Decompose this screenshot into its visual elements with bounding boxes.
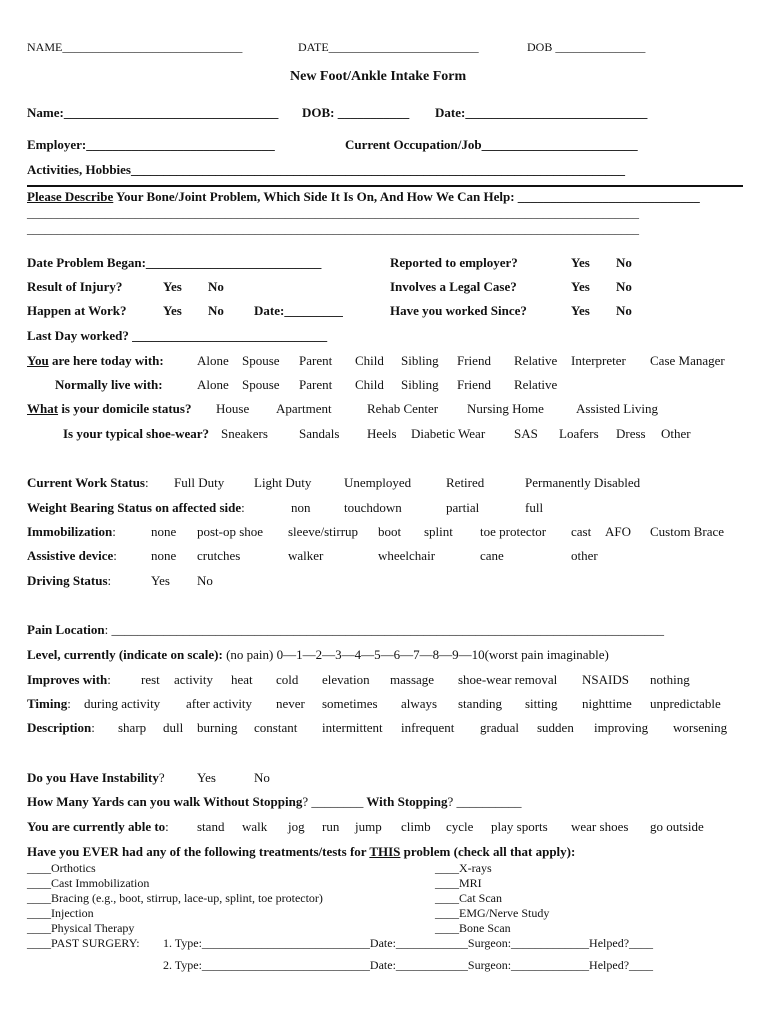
weight-bearing-label: Weight Bearing Status on affected side — [27, 500, 242, 515]
treatments-heading — [27, 844, 575, 859]
timing-option-during-activity[interactable]: during activity — [84, 696, 161, 711]
timing-option-always[interactable]: always — [401, 696, 438, 711]
reported-yes-option[interactable]: Yes — [571, 255, 590, 270]
describe-line-3[interactable]: ______________________________________________________________________________________________________ — [27, 222, 639, 236]
description-option-intermittent[interactable]: intermittent — [322, 720, 383, 735]
describe-problem-prompt[interactable] — [27, 189, 700, 204]
able-option-go-outside[interactable]: go outside — [650, 819, 704, 834]
here-option-parent[interactable]: Parent — [299, 353, 333, 368]
timing-option-after-activity[interactable]: after activity — [186, 696, 253, 711]
section-divider — [27, 185, 743, 187]
walking-with-stopping-label: With Stopping — [363, 794, 448, 809]
domicile-option-rehab-center[interactable]: Rehab Center — [367, 401, 439, 416]
assistive-option-crutches[interactable]: crutches — [197, 548, 241, 563]
weight-option-touchdown[interactable]: touchdown — [344, 500, 402, 515]
shoe-option-sandals[interactable]: Sandals — [299, 426, 340, 441]
assistive-option-cane[interactable]: cane — [480, 548, 504, 563]
legal-yes-option[interactable]: Yes — [571, 279, 590, 294]
live-option-alone[interactable]: Alone — [197, 377, 229, 392]
shoe-option-diabetic-wear[interactable]: Diabetic Wear — [411, 426, 486, 441]
instability-label: Do you Have Instability — [27, 770, 159, 785]
shoe-option-sneakers[interactable]: Sneakers — [221, 426, 268, 441]
domicile-option-house[interactable]: House — [216, 401, 250, 416]
driving-option-yes[interactable]: Yes — [151, 573, 170, 588]
able-option-walk[interactable]: walk — [242, 819, 268, 834]
walking-label: How Many Yards can you walk Without Stopping — [27, 794, 303, 809]
live-option-friend[interactable]: Friend — [457, 377, 491, 392]
driving-row: Driving Status: — [27, 573, 112, 588]
test-bone-scan[interactable]: ____Bone Scan — [435, 921, 511, 935]
weight-option-partial[interactable]: partial — [446, 500, 480, 515]
domicile-label — [27, 401, 191, 416]
description-option-improving[interactable]: improving — [594, 720, 649, 735]
work-status-option-full-duty[interactable]: Full Duty — [174, 475, 225, 490]
immob-option-toe-protector[interactable]: toe protector — [480, 524, 547, 539]
driving-label: Driving Status — [27, 573, 108, 588]
improves-option-rest[interactable]: rest — [141, 672, 160, 687]
here-option-friend[interactable]: Friend — [457, 353, 491, 368]
weight-bearing-row: Weight Bearing Status on affected side: — [27, 500, 245, 515]
work-no-option[interactable]: No — [208, 303, 224, 318]
shoe-wear-label: Is your typical shoe-wear? — [63, 426, 210, 441]
name-field[interactable]: Name:_________________________________ — [27, 105, 279, 120]
live-option-relative[interactable]: Relative — [514, 377, 558, 392]
improves-option-heat[interactable]: heat — [231, 672, 253, 687]
reported-employer-label: Reported to employer? — [390, 255, 518, 270]
legal-case-label: Involves a Legal Case? — [390, 279, 517, 294]
able-label: You are currently able to — [27, 819, 166, 834]
date-field[interactable]: Date:____________________________ — [435, 105, 648, 120]
work-status-option-disabled[interactable]: Permanently Disabled — [525, 475, 641, 490]
shoe-option-loafers[interactable]: Loafers — [559, 426, 599, 441]
result-of-injury-label: Result of Injury? — [27, 279, 123, 294]
injury-yes-option[interactable]: Yes — [163, 279, 182, 294]
describe-rest: Your Bone/Joint Problem, Which Side It Is On, And How We Can Help: ____________________________ — [113, 189, 700, 204]
timing-option-unpredictable[interactable]: unpredictable — [650, 696, 721, 711]
immobilization-label: Immobilization — [27, 524, 113, 539]
work-status-row: Current Work Status: — [27, 475, 149, 490]
work-status-label: Current Work Status — [27, 475, 145, 490]
here-option-case-manager[interactable]: Case Manager — [650, 353, 725, 368]
assistive-row: Assistive device: — [27, 548, 117, 563]
here-today-lead: You — [27, 353, 49, 368]
pain-location-line: : _____________________________________________________________________________________ — [104, 622, 665, 637]
past-surgery-check[interactable]: ____PAST SURGERY: — [27, 936, 140, 950]
domicile-option-nursing-home[interactable]: Nursing Home — [467, 401, 544, 416]
date-problem-began-field[interactable]: Date Problem Began:___________________________ — [27, 255, 322, 270]
describe-line-2[interactable]: ______________________________________________________________________________________________________ — [27, 206, 639, 220]
treatment-cast-immobilization[interactable]: ____Cast Immobilization — [27, 876, 150, 890]
instability-row: Do you Have Instability? — [27, 770, 165, 785]
form-title: New Foot/Ankle Intake Form — [290, 69, 467, 84]
description-option-constant[interactable]: constant — [254, 720, 298, 735]
treatment-bracing[interactable]: ____Bracing (e.g., boot, stirrup, lace-up, splint, toe protector) — [27, 891, 323, 905]
here-option-alone[interactable]: Alone — [197, 353, 229, 368]
description-option-gradual[interactable]: gradual — [480, 720, 519, 735]
improves-option-shoe-removal[interactable]: shoe-wear removal — [458, 672, 558, 687]
live-with-label: Normally live with: — [55, 377, 163, 392]
treatment-injection[interactable]: ____Injection — [27, 906, 94, 920]
weight-option-non[interactable]: non — [291, 500, 311, 515]
treatment-physical-therapy[interactable]: ____Physical Therapy — [27, 921, 135, 935]
reported-no-option[interactable]: No — [616, 255, 632, 270]
immob-option-splint[interactable]: splint — [424, 524, 453, 539]
assistive-option-none[interactable]: none — [151, 548, 177, 563]
walking-blank-2: ? __________ — [447, 794, 522, 809]
here-option-spouse[interactable]: Spouse — [242, 353, 280, 368]
happen-at-work-label: Happen at Work? — [27, 303, 127, 318]
here-today-rest: are here today with: — [48, 353, 164, 368]
treatments-this: THIS — [369, 844, 401, 859]
improves-row: Improves with: — [27, 672, 111, 687]
legal-no-option[interactable]: No — [616, 279, 632, 294]
occupation-field[interactable]: Current Occupation/Job________________________ — [345, 137, 638, 152]
assistive-label: Assistive device — [27, 548, 114, 563]
walking-distance-row[interactable] — [27, 794, 521, 809]
shoe-option-dress[interactable]: Dress — [616, 426, 646, 441]
improves-option-elevation[interactable]: elevation — [322, 672, 370, 687]
immobilization-row: Immobilization: — [27, 524, 116, 539]
description-option-sharp[interactable]: sharp — [118, 720, 147, 735]
instability-yes-option[interactable]: Yes — [197, 770, 216, 785]
last-day-worked-field[interactable]: Last Day worked? ______________________________ — [27, 328, 328, 343]
treatments-rest: problem (check all that apply): — [400, 844, 576, 859]
test-emg-nerve-study[interactable]: ____EMG/Nerve Study — [435, 906, 550, 920]
here-option-child[interactable]: Child — [355, 353, 384, 368]
timing-option-never[interactable]: never — [276, 696, 305, 711]
work-status-option-retired[interactable]: Retired — [446, 475, 485, 490]
able-row: You are currently able to: — [27, 819, 169, 834]
pain-level-label: Level, currently (indicate on scale): — [27, 647, 223, 662]
description-option-worsening[interactable]: worsening — [673, 720, 728, 735]
timing-row: Timing: — [27, 696, 75, 711]
immob-option-custom-brace[interactable]: Custom Brace — [650, 524, 725, 539]
weight-option-full[interactable]: full — [525, 500, 544, 515]
live-option-spouse[interactable]: Spouse — [242, 377, 280, 392]
assistive-option-wheelchair[interactable]: wheelchair — [378, 548, 436, 563]
immob-option-afo[interactable]: AFO — [605, 524, 632, 539]
immob-option-post-op-shoe[interactable]: post-op shoe — [197, 524, 264, 539]
shoe-option-heels[interactable]: Heels — [367, 426, 397, 441]
assistive-option-other[interactable]: other — [571, 548, 598, 563]
walking-blank-1: ? ________ — [302, 794, 364, 809]
domicile-option-assisted-living[interactable]: Assisted Living — [576, 401, 658, 416]
worked-since-label: Have you worked Since? — [390, 303, 527, 318]
able-option-run[interactable]: run — [322, 819, 340, 834]
worked-since-yes-option[interactable]: Yes — [571, 303, 590, 318]
immob-option-cast[interactable]: cast — [571, 524, 592, 539]
test-cat-scan[interactable]: ____Cat Scan — [435, 891, 502, 905]
description-option-burning[interactable]: burning — [197, 720, 238, 735]
shoe-option-other[interactable]: Other — [661, 426, 691, 441]
domicile-rest: is your domicile status? — [58, 401, 192, 416]
timing-label: Timing — [27, 696, 68, 711]
pain-level-scale: (no pain) 0—1—2—3—4—5—6—7—8—9—10(worst pain imaginable) — [222, 647, 609, 662]
work-status-option-light-duty[interactable]: Light Duty — [254, 475, 312, 490]
able-option-jog[interactable]: jog — [288, 819, 305, 834]
pain-location-field[interactable] — [27, 622, 664, 637]
here-option-relative[interactable]: Relative — [514, 353, 558, 368]
work-date-field[interactable]: Date:_________ — [254, 303, 343, 318]
instability-no-option[interactable]: No — [254, 770, 270, 785]
header-name-field[interactable]: NAME______________________________ — [27, 40, 243, 54]
live-option-sibling[interactable]: Sibling — [401, 377, 439, 392]
test-mri[interactable]: ____MRI — [435, 876, 482, 890]
able-option-cycle[interactable]: cycle — [446, 819, 474, 834]
live-option-parent[interactable]: Parent — [299, 377, 333, 392]
treatments-lead: Have you EVER had any of the following treatments/tests for — [27, 844, 370, 859]
able-option-jump[interactable]: jump — [355, 819, 382, 834]
improves-option-massage[interactable]: massage — [390, 672, 435, 687]
dob-field[interactable]: DOB: ___________ — [302, 105, 410, 120]
description-option-sudden[interactable]: sudden — [537, 720, 574, 735]
worked-since-no-option[interactable]: No — [616, 303, 632, 318]
assistive-option-walker[interactable]: walker — [288, 548, 324, 563]
able-option-climb[interactable]: climb — [401, 819, 431, 834]
work-yes-option[interactable]: Yes — [163, 303, 182, 318]
description-row: Description: — [27, 720, 95, 735]
shoe-option-sas[interactable]: SAS — [514, 426, 538, 441]
timing-option-sometimes[interactable]: sometimes — [322, 696, 378, 711]
surgery-2-fields[interactable]: 2. Type:____________________________Date:____________Surgeon:_____________Helped?____ — [163, 958, 654, 972]
description-option-dull[interactable]: dull — [163, 720, 184, 735]
description-option-infrequent[interactable]: infrequent — [401, 720, 455, 735]
here-option-sibling[interactable]: Sibling — [401, 353, 439, 368]
pain-location-label: Pain Location — [27, 622, 105, 637]
work-status-option-unemployed[interactable]: Unemployed — [344, 475, 412, 490]
driving-option-no[interactable]: No — [197, 573, 213, 588]
domicile-option-apartment[interactable]: Apartment — [276, 401, 332, 416]
live-option-child[interactable]: Child — [355, 377, 384, 392]
surgery-1-fields[interactable]: 1. Type:____________________________Date:____________Surgeon:_____________Helped?____ — [163, 936, 654, 950]
activities-field[interactable]: Activities, Hobbies____________________________________________________________________________ — [27, 162, 625, 177]
header-date-field[interactable]: DATE_________________________ — [298, 40, 479, 54]
header-dob-field[interactable]: DOB _______________ — [527, 40, 646, 54]
describe-lead: Please Describe — [27, 189, 114, 204]
improves-option-activity[interactable]: activity — [174, 672, 213, 687]
injury-no-option[interactable]: No — [208, 279, 224, 294]
able-option-wear-shoes[interactable]: wear shoes — [571, 819, 629, 834]
immob-option-sleeve-stirrup[interactable]: sleeve/stirrup — [288, 524, 359, 539]
here-option-interpreter[interactable]: Interpreter — [571, 353, 626, 368]
timing-option-sitting[interactable]: sitting — [525, 696, 558, 711]
immob-option-none[interactable]: none — [151, 524, 177, 539]
timing-option-nighttime[interactable]: nighttime — [582, 696, 632, 711]
improves-option-nsaids[interactable]: NSAIDS — [582, 672, 629, 687]
immob-option-boot[interactable]: boot — [378, 524, 402, 539]
able-option-play-sports[interactable]: play sports — [491, 819, 548, 834]
treatment-orthotics[interactable]: ____Orthotics — [27, 861, 96, 875]
improves-option-nothing[interactable]: nothing — [650, 672, 690, 687]
improves-label: Improves with — [27, 672, 108, 687]
description-label: Description — [27, 720, 92, 735]
able-option-stand[interactable]: stand — [197, 819, 225, 834]
employer-field[interactable]: Employer:_____________________________ — [27, 137, 275, 152]
here-today-label — [27, 353, 164, 368]
domicile-lead: What — [27, 401, 59, 416]
test-x-rays[interactable]: ____X-rays — [435, 861, 492, 875]
timing-option-standing[interactable]: standing — [458, 696, 503, 711]
pain-level-row[interactable] — [27, 647, 609, 662]
improves-option-cold[interactable]: cold — [276, 672, 299, 687]
